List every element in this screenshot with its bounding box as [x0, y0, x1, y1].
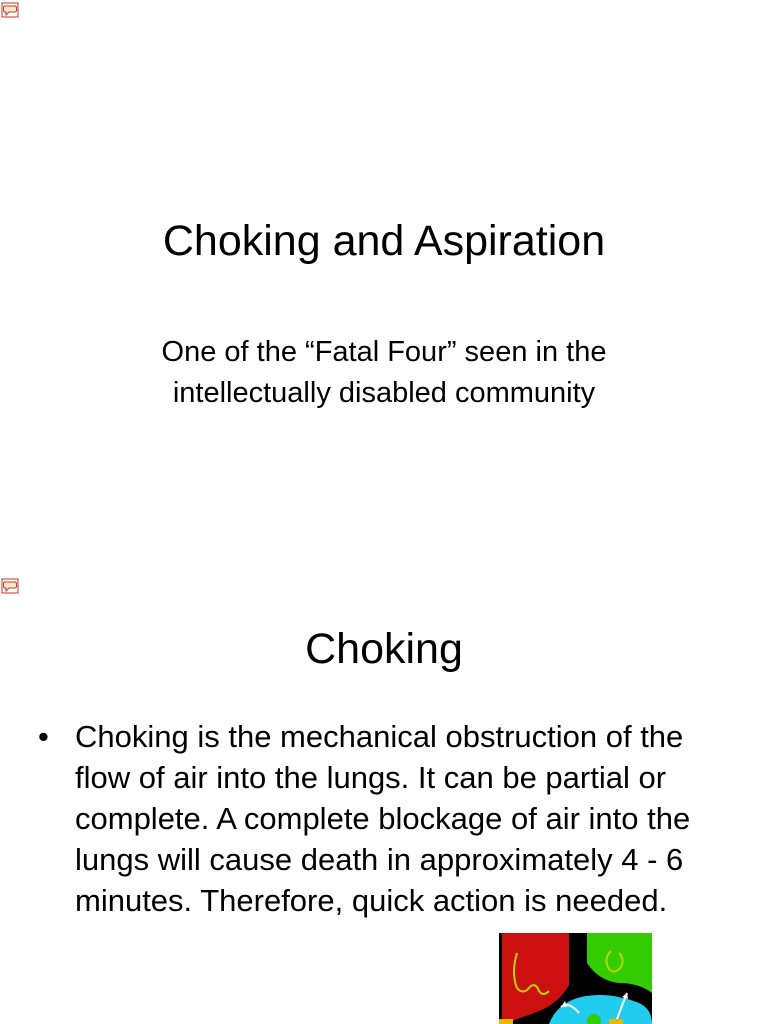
slide-title: Choking and Aspiration: [162, 217, 606, 265]
bullet-item: [38, 716, 718, 921]
slide-subtitle: One of the “Fatal Four” seen in the intellectually disabled community: [161, 336, 607, 409]
comment-icon[interactable]: [1, 578, 19, 594]
bullet-list: [38, 716, 718, 921]
comment-icon[interactable]: [1, 2, 19, 18]
bullet-text: Choking is the mechanical obstruction of the flow of air into the lungs. It can be partial or complete. A complete blockage of air into the lungs will cause death in approximately 4 - 6 minutes. Therefore, quick action is needed.: [75, 719, 691, 918]
throat-clipart-icon: [499, 933, 652, 1024]
slide-title: Choking: [305, 625, 463, 673]
slide-2: [0, 576, 768, 1024]
bullet-marker: •: [38, 719, 49, 754]
